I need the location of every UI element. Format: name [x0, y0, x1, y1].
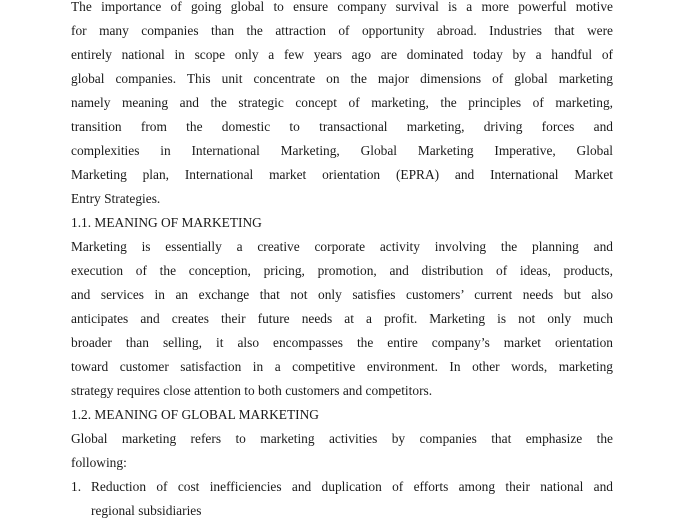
document-page — [71, 0, 613, 523]
intro-line: The importance of going global to ensure company survival is a more powerful motive — [71, 0, 613, 14]
intro-line: complexities in International Marketing, Global Marketing Imperative, Global — [71, 143, 613, 158]
intro-line: transition from the domestic to transactional marketing, driving forces and — [71, 119, 613, 134]
list-item-continuation-line: regional subsidiaries — [91, 503, 202, 518]
section-1-line: Marketing is essentially a creative corporate activity involving the planning and — [71, 239, 613, 254]
list-item — [71, 475, 613, 523]
intro-line: for many companies than the attraction of opportunity abroad. Industries that were — [71, 23, 613, 38]
section-heading-meaning-of-global-marketing: 1.2. MEANING OF GLOBAL MARKETING — [71, 407, 319, 422]
section-1-paragraph — [71, 235, 613, 403]
section-1-line: and services in an exchange that not only satisfies customers’ current needs but also — [71, 287, 613, 302]
list-item-text: Reduction of cost inefficiencies and duplication of efforts among their national and — [91, 479, 613, 494]
section-2-line: following: — [71, 455, 127, 470]
section-1-line: anticipates and creates their future needs at a profit. Marketing is not only much — [71, 311, 613, 326]
intro-line: global companies. This unit concentrate on the major dimensions of global marketing — [71, 71, 613, 86]
section-2-paragraph — [71, 427, 613, 475]
section-2-line: Global marketing refers to marketing activities by companies that emphasize the — [71, 431, 613, 446]
section-1-line: strategy requires close attention to both customers and competitors. — [71, 383, 433, 398]
intro-line: Entry Strategies. — [71, 191, 161, 206]
section-heading-meaning-of-marketing: 1.1. MEANING OF MARKETING — [71, 215, 262, 230]
list-item-number: 1. — [71, 479, 82, 494]
intro-line: namely meaning and the strategic concept of marketing, the principles of marketing, — [71, 95, 613, 110]
section-1-line: execution of the conception, pricing, promotion, and distribution of ideas, products, — [71, 263, 613, 278]
numbered-list — [71, 475, 613, 523]
intro-line: entirely national in scope only a few years ago are dominated today by a handful of — [71, 47, 613, 62]
intro-line: Marketing plan, International market orientation (EPRA) and International Market — [71, 167, 613, 182]
intro-paragraph — [71, 0, 613, 211]
section-1-line: toward customer satisfaction in a competitive environment. In other words, marketing — [71, 359, 613, 374]
list-item-first-line — [71, 475, 613, 499]
section-1-line: broader than selling, it also encompasses the entire company’s market orientation — [71, 335, 613, 350]
